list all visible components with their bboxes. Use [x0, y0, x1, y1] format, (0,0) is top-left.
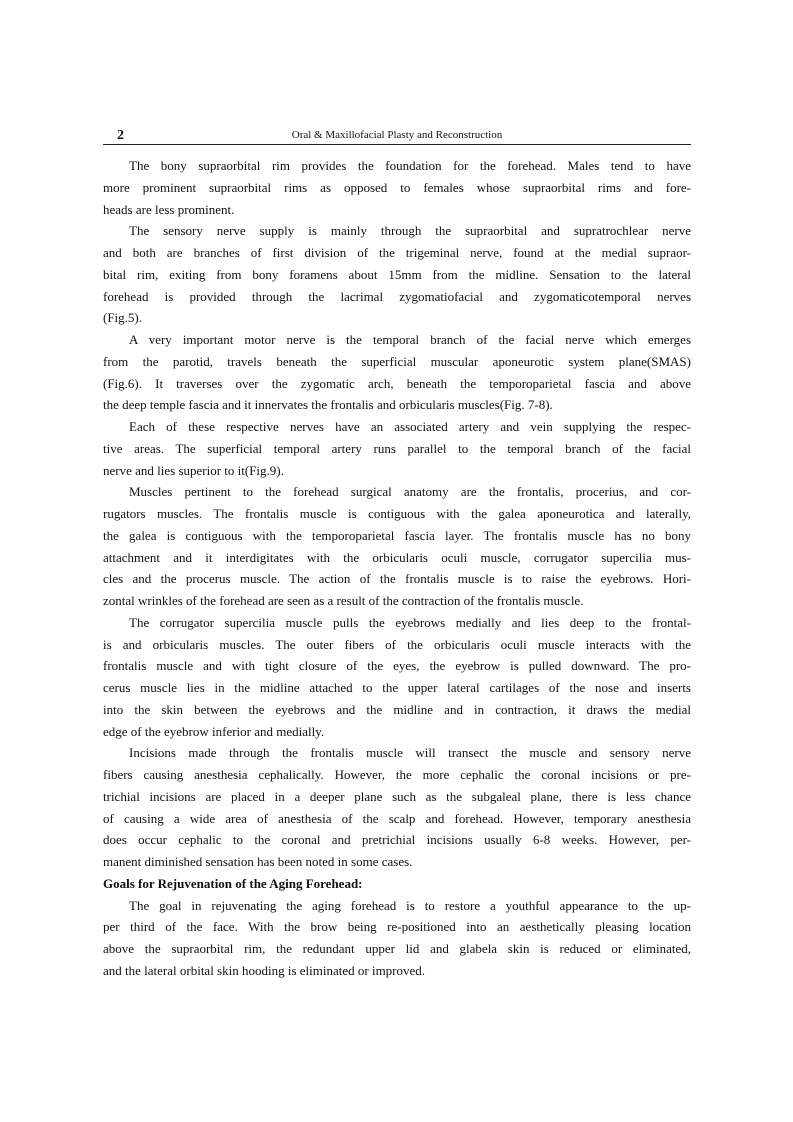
text-line: forehead is provided through the lacrimal zygomatiofacial and zygomaticotemporal nerves — [103, 288, 691, 304]
text-line: does occur cephalic to the coronal and pretrichial incisions usually 6-8 weeks. However, per- — [103, 832, 691, 848]
text-line: manent diminished sensation has been noted in some cases. — [103, 854, 413, 869]
text-line: and both are branches of first division of the trigeminal nerve, found at the medial supraor- — [103, 245, 691, 260]
text-line: per third of the face. With the brow being re-positioned into an aesthetically pleasing location — [103, 919, 691, 935]
text-line: The bony supraorbital rim provides the foundation for the forehead. Males tend to have — [129, 158, 691, 173]
text-line: into the skin between the eyebrows and the midline and in contraction, it draws the medial — [103, 701, 691, 717]
text-line: of causing a wide area of anesthesia of the scalp and forehead. However, temporary anesthesia — [103, 810, 691, 826]
text-line: Each of these respective nerves have an associated artery and vein supplying the respec- — [129, 419, 691, 434]
text-line: The corrugator supercilia muscle pulls the eyebrows medially and lies deep to the frontal- — [129, 614, 691, 630]
body-text — [103, 155, 691, 982]
page-number: 2 — [117, 128, 124, 143]
text-line: cles and the procerus muscle. The action of the frontalis muscle is to raise the eyebrows. Hori- — [103, 571, 691, 587]
page-header — [103, 128, 691, 145]
text-line: The goal in rejuvenating the aging forehead is to restore a youthful appearance to the up- — [129, 897, 691, 913]
text-line: and the lateral orbital skin hooding is eliminated or improved. — [103, 962, 426, 978]
section-heading: Goals for Rejuvenation of the Aging Forehead: — [103, 875, 363, 891]
paragraph — [103, 416, 691, 481]
text-line: tive areas. The superficial temporal artery runs parallel to the temporal branch of the facial — [103, 440, 691, 456]
text-line: the galea is contiguous with the temporoparietal fascia layer. The frontalis muscle has no bony — [103, 527, 691, 543]
text-line: cerus muscle lies in the midline attached to the upper lateral cartilages of the nose and inserts — [103, 680, 691, 695]
text-line: (Fig.5). — [103, 310, 142, 326]
text-line: trichial incisions are placed in a deeper plane such as the subgaleal plane, there is less chance — [103, 788, 691, 804]
text-line: Muscles pertinent to the forehead surgical anatomy are the frontalis, procerius, and cor- — [129, 484, 691, 500]
text-line: rugators muscles. The frontalis muscle is contiguous with the galea aponeurotica and laterally, — [103, 506, 691, 521]
text-line: nerve and lies superior to it(Fig.9). — [103, 462, 284, 478]
text-line: attachment and it interdigitates with the orbicularis oculi muscle, corrugator supercilia mus- — [103, 549, 691, 565]
text-line: heads are less prominent. — [103, 201, 235, 217]
text-line: bital rim, exiting from bony foramens about 15mm from the midline. Sensation to the lateral — [103, 266, 691, 282]
paragraph — [103, 612, 691, 743]
running-title: Oral & Maxillofacial Plasty and Reconstruction — [291, 129, 503, 141]
text-line: from the parotid, travels beneath the superficial muscular aponeurotic system plane(SMAS) — [103, 353, 691, 369]
text-line: The sensory nerve supply is mainly through the supraorbital and supratrochlear nerve — [129, 223, 691, 239]
text-line: the deep temple fascia and it innervates the frontalis and orbicularis muscles(Fig. 7-8). — [103, 397, 553, 413]
paragraph — [103, 220, 691, 329]
text-line: Incisions made through the frontalis muscle will transect the muscle and sensory nerve — [129, 745, 691, 761]
text-line: edge of the eyebrow inferior and medially. — [103, 723, 325, 739]
paragraph — [103, 742, 691, 873]
paragraph — [103, 155, 691, 220]
paragraph — [103, 329, 691, 416]
text-line: above the supraorbital rim, the redundant upper lid and glabela skin is reduced or eliminated, — [103, 941, 691, 956]
text-line: (Fig.6). It traverses over the zygomatic arch, beneath the temporoparietal fascia and above — [103, 375, 691, 391]
text-line: fibers causing anesthesia cephalically. However, the more cephalic the coronal incisions or pre- — [103, 767, 691, 782]
paragraph — [103, 481, 691, 612]
text-line: frontalis muscle and with tight closure of the eyes, the eyebrow is pulled downward. The pro- — [103, 658, 691, 674]
paragraph — [103, 895, 691, 982]
text-line: zontal wrinkles of the forehead are seen as a result of the contraction of the frontalis muscle. — [103, 593, 584, 608]
text-line: more prominent supraorbital rims as opposed to females whose supraorbital rims and fore- — [103, 179, 691, 195]
text-line: is and orbicularis muscles. The outer fibers of the orbicularis oculi muscle interacts with the — [103, 636, 691, 652]
text-line: A very important motor nerve is the temporal branch of the facial nerve which emerges — [129, 332, 691, 347]
